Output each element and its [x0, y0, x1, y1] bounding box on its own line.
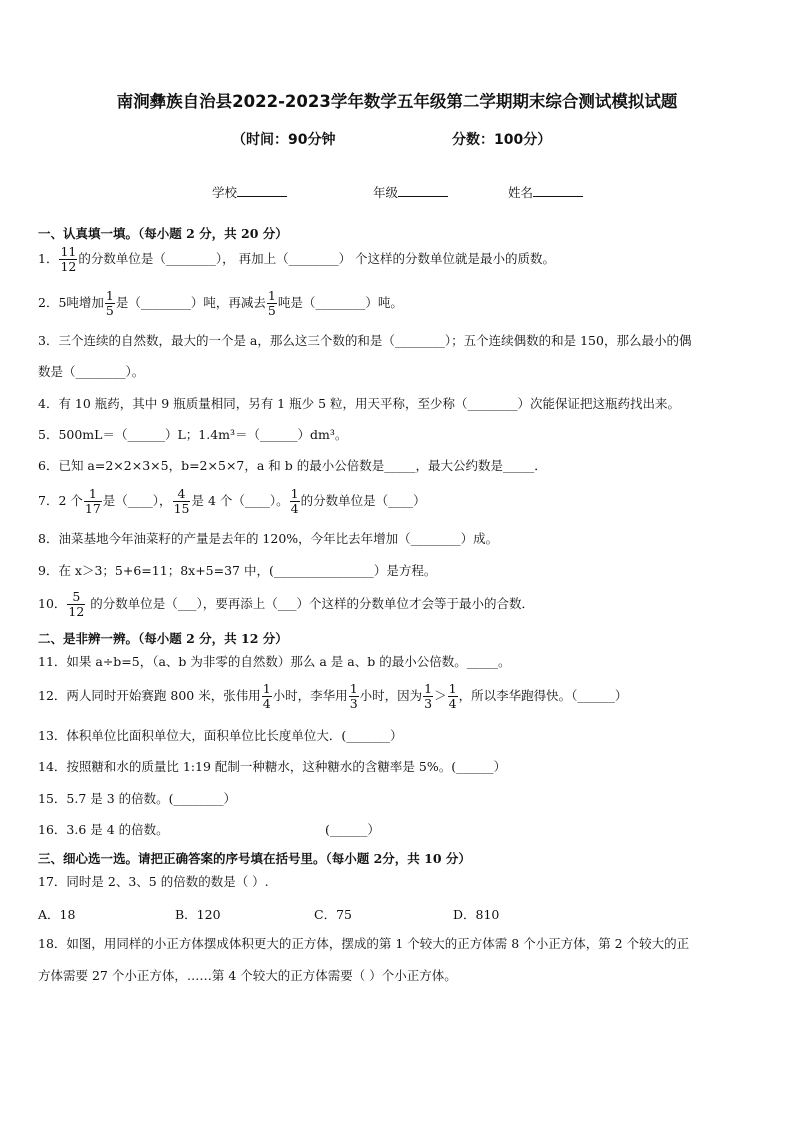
question-6: 6．已知 a=2×2×3×5，b=2×5×7，a 和 b 的最小公倍数是_____，最大公约数是_____．: [38, 458, 547, 473]
question-text: 的分数单位是（________）， 再加上（________） 个这样的分数单位就是最小的质数。: [78, 251, 556, 266]
question-text: 7．2 个: [38, 493, 83, 508]
denominator: 12: [68, 604, 85, 619]
question-15: 15．5.7 是 3 的倍数。(________）: [38, 791, 237, 806]
question-17: 17．同时是 2、3、5 的倍数的数是（ ）.: [38, 874, 269, 889]
question-text: 12．两人同时开始赛跑 800 米，张伟用: [38, 688, 261, 703]
question-3-line-1: 3．三个连续的自然数，最大的一个是 a，那么这三个数的和是（________）；五个连续偶数的和是 150，那么最小的偶: [38, 333, 692, 348]
greater-than-sign: ＞: [434, 688, 447, 703]
numerator: 1: [424, 681, 433, 696]
question-text: 的分数单位是（____）: [300, 493, 426, 508]
denominator: 15: [173, 501, 190, 516]
option-b[interactable]: B．120: [175, 907, 221, 922]
fraction: [262, 682, 272, 711]
fraction: [448, 682, 458, 711]
section-1-heading: 一、认真填一填。（每小题 2 分，共 20 分）: [38, 226, 288, 241]
numerator: 1: [262, 681, 271, 696]
numerator: 4: [173, 487, 191, 502]
school-field: [212, 183, 287, 201]
question-text: 小时，因为: [359, 688, 423, 703]
denominator: 4: [448, 696, 457, 711]
denominator: 12: [60, 259, 77, 274]
school-label: 学校: [212, 185, 238, 200]
question-10: [38, 590, 534, 619]
question-text: 的分数单位是（___），要再添上（___）个这样的分数单位才会等于最小的合数．: [86, 596, 535, 611]
denominator: 4: [290, 501, 299, 516]
question-14: 14．按照糖和水的质量比 1:19 配制一种糖水，这种糖水的含糖率是 5%。(______）: [38, 759, 507, 774]
numerator: 5: [67, 590, 85, 605]
numerator: 1: [105, 288, 114, 303]
denominator: 5: [267, 303, 276, 318]
question-3-line-2: 数是（________）。: [38, 364, 145, 379]
question-7: [38, 487, 426, 516]
grade-field: [373, 183, 448, 201]
name-blank[interactable]: [533, 183, 583, 197]
question-16: [38, 822, 169, 838]
denominator: 4: [262, 696, 271, 711]
question-8: 8．油菜基地今年油菜籽的产量是去年的 120%，今年比去年增加（________）成。: [38, 531, 499, 546]
exam-score: 分数：100分）: [452, 132, 552, 148]
school-blank[interactable]: [237, 183, 287, 197]
question-text: 16．3.6 是 4 的倍数。: [38, 822, 169, 837]
fraction: [67, 590, 85, 619]
fraction: [173, 487, 191, 516]
name-field: [508, 183, 583, 201]
question-text: 是（________）吨，再减去: [115, 295, 266, 310]
question-12: [38, 682, 627, 711]
section-3-heading: 三、细心选一选。请把正确答案的序号填在括号里。（每小题 2分，共 10 分）: [38, 851, 471, 866]
numerator: 1: [84, 487, 102, 502]
question-text: 吨是（________）吨。: [277, 295, 403, 310]
fraction: [84, 487, 102, 516]
exam-time: （时间：90分钟: [232, 132, 336, 148]
question-9: 9．在 x＞3；5+6=11；8x+5=37 中，(________________）是方程。: [38, 563, 437, 578]
denominator: 3: [424, 696, 433, 711]
fraction: [59, 245, 77, 274]
grade-label: 年级: [373, 185, 399, 200]
denominator: 3: [349, 696, 358, 711]
option-c[interactable]: C．75: [314, 907, 352, 922]
question-16-answer: (______）: [325, 822, 380, 837]
question-11: 11．如果 a÷b=5，（a、b 为非零的自然数）那么 a 是 a、b 的最小公倍数。_____。: [38, 654, 511, 669]
question-4: 4．有 10 瓶药，其中 9 瓶质量相同，另有 1 瓶少 5 粒，用天平称，至少称（________）次能保证把这瓶药找出来。: [38, 396, 681, 411]
question-18-line-2: 方体需要 27 个小正方体，……第 4 个较大的正方体需要（ ）个小正方体。: [38, 968, 457, 983]
question-number: 10．: [38, 596, 67, 611]
grade-blank[interactable]: [398, 183, 448, 197]
fraction: [267, 289, 277, 318]
numerator: 1: [267, 288, 276, 303]
question-2: [38, 289, 403, 318]
question-1: [38, 245, 555, 274]
numerator: 1: [349, 681, 358, 696]
numerator: 1: [290, 486, 299, 501]
question-text: 小时，李华用: [272, 688, 348, 703]
page-title: 南涧彝族自治县2022-2023学年数学五年级第二学期期末综合测试模拟试题: [116, 92, 678, 111]
name-label: 姓名: [508, 185, 534, 200]
question-5: 5．500mL＝（______）L；1.4m³＝（______）dm³。: [38, 427, 348, 442]
numerator: 11: [60, 244, 77, 259]
question-text: 2．5吨增加: [38, 295, 104, 310]
option-d[interactable]: D．810: [453, 907, 500, 922]
fraction: [290, 487, 300, 516]
numerator: 1: [448, 681, 457, 696]
question-text: 是（____），: [102, 493, 172, 508]
fraction: [349, 682, 359, 711]
question-18-line-1: 18．如图，用同样的小正方体摆成体积更大的正方体，摆成的第 1 个较大的正方体需 8 个小正方体，第 2 个较大的正: [38, 936, 690, 951]
question-13: 13．体积单位比面积单位大，面积单位比长度单位大．(_______）: [38, 728, 403, 743]
denominator: 5: [105, 303, 114, 318]
denominator: 17: [84, 501, 101, 516]
question-text: ，所以李华跑得快。（______）: [458, 688, 628, 703]
section-2-heading: 二、是非辨一辨。（每小题 2 分，共 12 分）: [38, 631, 288, 646]
question-text: 是 4 个（____）。: [191, 493, 289, 508]
question-number: 1．: [38, 251, 59, 266]
fraction: [105, 289, 115, 318]
option-a[interactable]: A．18: [38, 907, 76, 922]
fraction: [423, 682, 433, 711]
